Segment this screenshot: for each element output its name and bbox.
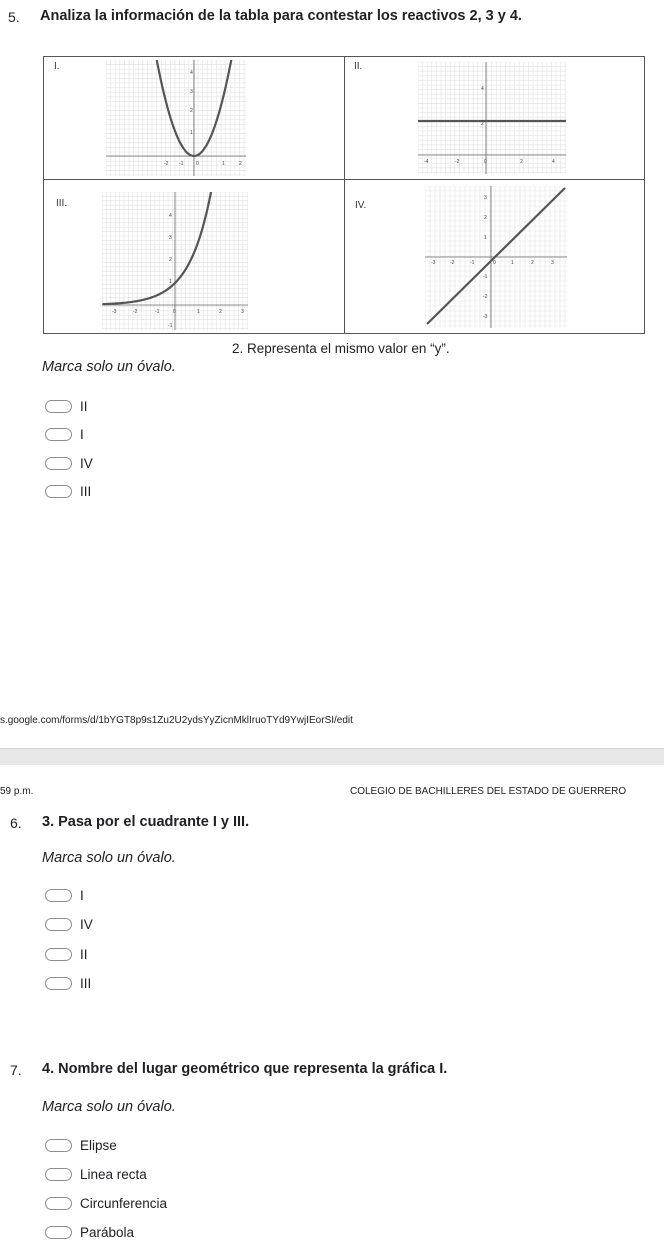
graph-2-tick: 0 xyxy=(484,159,487,165)
print-time: 59 p.m. xyxy=(0,786,34,797)
graph-2-chart xyxy=(418,62,566,174)
graph-4-chart xyxy=(425,186,567,328)
graph-2-label: II. xyxy=(354,61,363,72)
graph-3-tick: 2 xyxy=(169,257,172,263)
option-label: III xyxy=(80,483,92,499)
graph-1-grid xyxy=(106,60,246,176)
graph-4-tick: -3 xyxy=(431,260,436,266)
graph-4-tick: -1 xyxy=(470,260,475,266)
question-title: 3. Pasa por el cuadrante I y III. xyxy=(42,814,250,830)
graph-3-tick: -2 xyxy=(133,309,138,315)
graph-4-tick: -3 xyxy=(483,314,488,320)
radio-oval[interactable] xyxy=(45,1139,72,1152)
graph-3-tick: -1 xyxy=(155,309,160,315)
graph-4-tick: 1 xyxy=(484,235,487,241)
page-break xyxy=(0,748,664,765)
table-cell-graph-2 xyxy=(345,57,644,179)
graph-3-tick: 1 xyxy=(197,309,200,315)
radio-option[interactable] xyxy=(45,398,88,414)
school-name: COLEGIO DE BACHILLERES DEL ESTADO DE GUERRERO xyxy=(350,786,627,797)
option-label: IV xyxy=(80,916,93,932)
option-label: I xyxy=(80,887,84,903)
graph-3-chart xyxy=(102,192,248,330)
question-number: 6. xyxy=(10,815,22,831)
radio-oval[interactable] xyxy=(45,889,72,902)
radio-option[interactable] xyxy=(45,916,93,932)
radio-oval[interactable] xyxy=(45,400,72,413)
radio-oval[interactable] xyxy=(45,918,72,931)
question-number: 7. xyxy=(10,1062,22,1078)
graph-3-tick: 0 xyxy=(173,309,176,315)
table-caption: 2. Representa el mismo valor en “y”. xyxy=(232,341,450,356)
instruction-text: Marca solo un óvalo. xyxy=(42,850,176,866)
graph-4-tick: -2 xyxy=(483,294,488,300)
radio-option[interactable] xyxy=(45,975,91,991)
graph-3-tick: 4 xyxy=(169,213,172,219)
graph-3-tick: 1 xyxy=(169,279,172,285)
graph-4-tick: 2 xyxy=(484,215,487,221)
graph-4-tick: 3 xyxy=(551,260,554,266)
graph-2-tick: 2 xyxy=(481,121,484,127)
graph-4-tick: 1 xyxy=(511,260,514,266)
graph-1-tick: 1 xyxy=(222,161,225,167)
page-url: s.google.com/forms/d/1bYGT8p9s1Zu2U2ydsYyZicnMklIruoTYd9YwjIEorSI/edit xyxy=(0,715,353,726)
option-label: Linea recta xyxy=(80,1166,147,1182)
radio-option[interactable] xyxy=(45,1137,117,1153)
graph-1-tick: 1 xyxy=(190,130,193,136)
graph-2-tick: -2 xyxy=(455,159,460,165)
option-label: Circunferencia xyxy=(80,1195,168,1211)
graph-2-grid xyxy=(418,62,566,174)
table-cell-graph-1 xyxy=(44,57,344,179)
graph-2-tick: 4 xyxy=(552,159,555,165)
radio-option[interactable] xyxy=(45,426,84,442)
option-label: Parábola xyxy=(80,1224,135,1240)
graph-1-tick: 3 xyxy=(190,89,193,95)
radio-oval[interactable] xyxy=(45,485,72,498)
graph-1-tick: 4 xyxy=(190,70,193,76)
radio-oval[interactable] xyxy=(45,948,72,961)
graph-3-tick: 3 xyxy=(241,309,244,315)
question-number: 5. xyxy=(8,9,20,25)
radio-option[interactable] xyxy=(45,946,88,962)
graph-1-tick: 0 xyxy=(196,161,199,167)
graph-2-tick: -4 xyxy=(424,159,429,165)
instruction-text: Marca solo un óvalo. xyxy=(42,359,176,375)
graph-3-label: III. xyxy=(56,198,68,209)
graph-1-label: I. xyxy=(54,61,60,72)
radio-option[interactable] xyxy=(45,1166,147,1182)
graph-3-curve xyxy=(102,192,211,304)
graph-4-tick: -1 xyxy=(483,274,488,280)
graph-1-tick: 2 xyxy=(190,108,193,114)
option-label: Elipse xyxy=(80,1137,117,1153)
option-label: II xyxy=(80,946,88,962)
graph-4-tick: 0 xyxy=(493,260,496,266)
question-title: 4. Nombre del lugar geométrico que representa la gráfica I. xyxy=(42,1061,448,1077)
graph-2-tick: 4 xyxy=(481,86,484,92)
graph-4-label: IV. xyxy=(355,200,367,211)
radio-oval[interactable] xyxy=(45,1197,72,1210)
graph-1-tick: 2 xyxy=(239,161,242,167)
graphs-table xyxy=(43,56,645,334)
graph-4-tick: 2 xyxy=(531,260,534,266)
graph-3-tick: 2 xyxy=(219,309,222,315)
graph-1-chart xyxy=(106,60,246,176)
instruction-text: Marca solo un óvalo. xyxy=(42,1099,176,1115)
graph-3-tick: 3 xyxy=(169,235,172,241)
option-label: IV xyxy=(80,455,93,471)
graph-4-tick: -2 xyxy=(450,260,455,266)
option-label: III xyxy=(80,975,92,991)
radio-oval[interactable] xyxy=(45,977,72,990)
graph-1-tick: -1 xyxy=(179,161,184,167)
radio-oval[interactable] xyxy=(45,1226,72,1239)
table-cell-graph-4 xyxy=(345,180,644,333)
option-label: II xyxy=(80,398,88,414)
radio-option[interactable] xyxy=(45,1195,167,1211)
radio-option[interactable] xyxy=(45,483,91,499)
radio-oval[interactable] xyxy=(45,457,72,470)
radio-oval[interactable] xyxy=(45,1168,72,1181)
radio-oval[interactable] xyxy=(45,428,72,441)
question-title: Analiza la información de la tabla para contestar los reactivos 2, 3 y 4. xyxy=(40,8,522,24)
radio-option[interactable] xyxy=(45,887,84,903)
graph-3-tick: -3 xyxy=(112,309,117,315)
radio-option[interactable] xyxy=(45,455,93,471)
graph-1-tick: -2 xyxy=(164,161,169,167)
graph-3-tick: -1 xyxy=(168,323,173,329)
table-cell-graph-3 xyxy=(44,180,344,333)
graph-4-tick: 3 xyxy=(484,195,487,201)
option-label: I xyxy=(80,426,84,442)
graph-2-tick: 2 xyxy=(520,159,523,165)
radio-option[interactable] xyxy=(45,1224,134,1240)
